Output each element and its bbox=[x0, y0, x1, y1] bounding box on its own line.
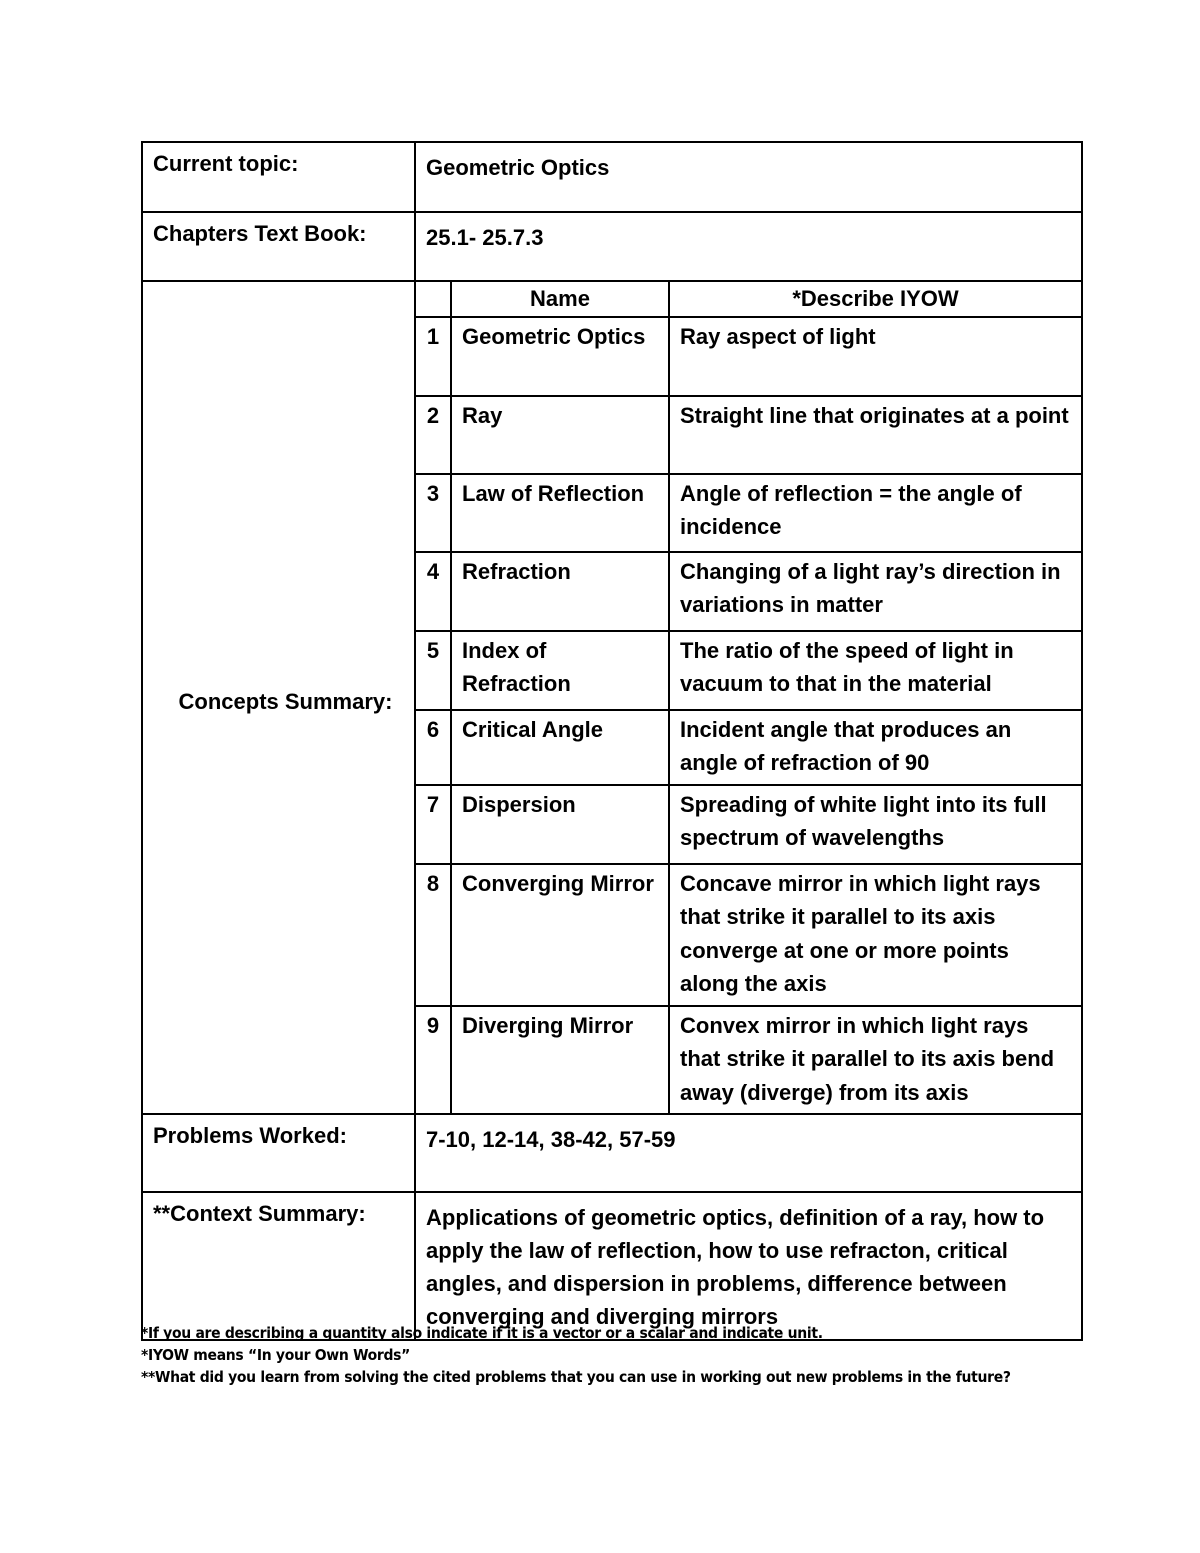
concept-desc: Ray aspect of light bbox=[669, 317, 1081, 396]
concept-row bbox=[416, 1006, 1081, 1114]
chapters-row bbox=[142, 212, 1082, 281]
concept-desc: Spreading of white light into its full spectrum of wavelengths bbox=[669, 785, 1081, 864]
concept-num: 6 bbox=[416, 710, 451, 785]
header-describe: *Describe IYOW bbox=[669, 282, 1081, 317]
problems-value: 7-10, 12-14, 38-42, 57-59 bbox=[415, 1114, 1082, 1192]
concept-num: 5 bbox=[416, 631, 451, 710]
concept-name: Refraction bbox=[451, 552, 669, 631]
header-num bbox=[416, 282, 451, 317]
concept-row bbox=[416, 474, 1081, 552]
footnote-context: **What did you learn from solving the cited problems that you can use in working out new problems in the future? bbox=[141, 1368, 1011, 1386]
context-label: **Context Summary: bbox=[142, 1192, 415, 1340]
concepts-table bbox=[416, 282, 1081, 1113]
concept-name: Index of Refraction bbox=[451, 631, 669, 710]
concept-row bbox=[416, 785, 1081, 864]
current-topic-value: Geometric Optics bbox=[415, 142, 1082, 212]
concept-desc: Straight line that originates at a point bbox=[669, 396, 1081, 474]
concept-name: Geometric Optics bbox=[451, 317, 669, 396]
chapters-label: Chapters Text Book: bbox=[142, 212, 415, 281]
current-topic-row bbox=[142, 142, 1082, 212]
concept-row bbox=[416, 710, 1081, 785]
concepts-row bbox=[142, 281, 1082, 1114]
summary-form-table bbox=[141, 141, 1083, 1341]
concepts-header-row bbox=[416, 282, 1081, 317]
problems-label: Problems Worked: bbox=[142, 1114, 415, 1192]
concept-num: 7 bbox=[416, 785, 451, 864]
concept-num: 8 bbox=[416, 864, 451, 1006]
concept-row bbox=[416, 396, 1081, 474]
concept-desc: The ratio of the speed of light in vacuum to that in the material bbox=[669, 631, 1081, 710]
context-value: Applications of geometric optics, definition of a ray, how to apply the law of reflection, how to use refracton, critical angles, and dispersion in problems, difference between converging and diverging mirrors bbox=[415, 1192, 1082, 1340]
concept-num: 1 bbox=[416, 317, 451, 396]
concept-name: Diverging Mirror bbox=[451, 1006, 669, 1114]
concept-row bbox=[416, 864, 1081, 1006]
concept-name: Dispersion bbox=[451, 785, 669, 864]
concept-name: Critical Angle bbox=[451, 710, 669, 785]
concept-num: 3 bbox=[416, 474, 451, 552]
current-topic-label: Current topic: bbox=[142, 142, 415, 212]
concept-row bbox=[416, 631, 1081, 710]
concept-desc: Angle of reflection = the angle of incidence bbox=[669, 474, 1081, 552]
problems-row bbox=[142, 1114, 1082, 1192]
footnote-quantity: *If you are describing a quantity also indicate if it is a vector or a scalar and indicate unit. bbox=[141, 1324, 823, 1342]
concept-desc: Changing of a light ray’s direction in variations in matter bbox=[669, 552, 1081, 631]
concept-row bbox=[416, 552, 1081, 631]
concept-name: Law of Reflection bbox=[451, 474, 669, 552]
concept-desc: Incident angle that produces an angle of refraction of 90 bbox=[669, 710, 1081, 785]
concepts-label: Concepts Summary: bbox=[178, 688, 393, 714]
concept-num: 9 bbox=[416, 1006, 451, 1114]
chapters-value: 25.1- 25.7.3 bbox=[415, 212, 1082, 281]
concept-name: Ray bbox=[451, 396, 669, 474]
concept-row bbox=[416, 317, 1081, 396]
concept-desc: Concave mirror in which light rays that strike it parallel to its axis converge at one or more points along the axis bbox=[669, 864, 1081, 1006]
concept-name: Converging Mirror bbox=[451, 864, 669, 1006]
footnotes bbox=[141, 1322, 1081, 1388]
concept-num: 2 bbox=[416, 396, 451, 474]
concept-num: 4 bbox=[416, 552, 451, 631]
header-name: Name bbox=[451, 282, 669, 317]
context-row bbox=[142, 1192, 1082, 1340]
footnote-iyow: *IYOW means “In your Own Words” bbox=[141, 1346, 411, 1364]
concept-desc: Convex mirror in which light rays that strike it parallel to its axis bend away (diverge) from its axis bbox=[669, 1006, 1081, 1114]
